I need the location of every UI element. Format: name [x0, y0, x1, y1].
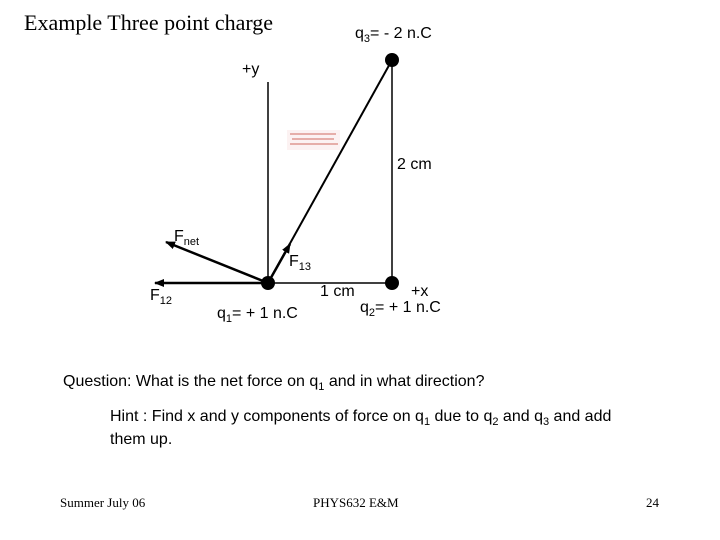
q1-label: $q_1= + 1$ n.C [217, 305, 298, 325]
distance-vertical-label: 2 cm [397, 156, 432, 173]
footer-center: PHYS632 E&M [313, 495, 399, 510]
hint-text-line1: Hint : Find x and y components of force on $q_1$ due to $q_2$ and $q_3$ and add [110, 408, 612, 428]
f13-label: $F_{13}$ [289, 253, 312, 273]
fnet-arrow [166, 242, 268, 283]
axis-y-label: +y [242, 61, 260, 78]
footer-left: Summer July 06 [60, 495, 146, 510]
fnet-label: $F_{net}$ [174, 228, 200, 248]
slide-title: Example Three point charge [24, 10, 274, 35]
charge-q1 [261, 276, 275, 290]
charge-q3 [385, 53, 399, 67]
f12-label: $F_{12}$ [150, 287, 173, 307]
distance-horizontal-label: 1 cm [320, 283, 355, 300]
q2-label: $q_2= + 1$ n.C [360, 299, 441, 319]
question-text: Question: What is the net force on $q_1$ and in what direction? [63, 373, 485, 393]
page-number: 24 [646, 495, 659, 510]
hint-text-line2: them up. [110, 431, 173, 448]
faint-note-scribble [287, 130, 340, 150]
q3-label: $q_3= - 2$ n.C [355, 25, 432, 45]
charge-q2 [385, 276, 399, 290]
axis-x-label: +x [411, 283, 429, 300]
